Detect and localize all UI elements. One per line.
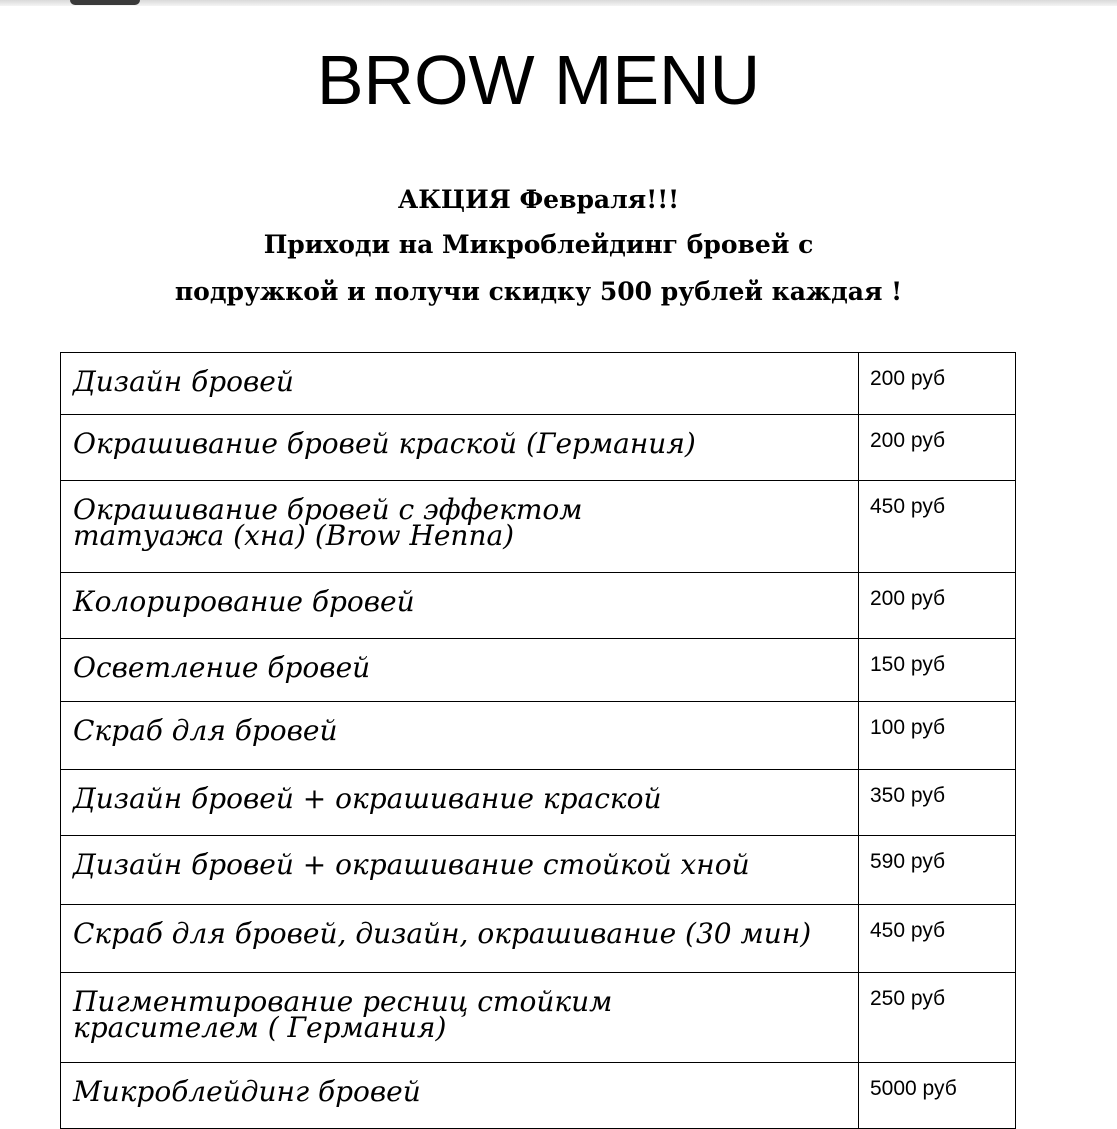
service-price: 590 руб	[859, 836, 1016, 905]
service-name: Осветление бровей	[61, 639, 859, 702]
page-title: BROW MENU	[316, 41, 761, 119]
service-price: 5000 руб	[859, 1063, 1016, 1129]
table-row	[61, 639, 1016, 702]
service-price: 350 руб	[859, 770, 1016, 836]
promo-line-2: Приходи на Микроблейдинг бровей с	[263, 230, 814, 259]
service-price: 450 руб	[859, 905, 1016, 973]
table-row	[61, 481, 1016, 573]
service-name: Окрашивание бровей краской (Германия)	[61, 415, 859, 481]
table-row	[61, 973, 1016, 1063]
table-row	[61, 573, 1016, 639]
page-top-edge	[0, 0, 1117, 6]
table-row	[61, 836, 1016, 905]
service-name: Окрашивание бровей с эффектом татуажа (хна) (Brow Henna)	[61, 481, 859, 573]
table-row	[61, 1063, 1016, 1129]
service-name: Скраб для бровей	[61, 702, 859, 770]
promo-line-3: подружкой и получи скидку 500 рублей каждая !	[174, 277, 903, 306]
service-price: 200 руб	[859, 573, 1016, 639]
service-price: 250 руб	[859, 973, 1016, 1063]
table-row	[61, 770, 1016, 836]
service-name: Дизайн бровей + окрашивание стойкой хной	[61, 836, 859, 905]
price-table	[60, 352, 1016, 1129]
service-price: 100 руб	[859, 702, 1016, 770]
promo-line-1: АКЦИЯ Февраля!!!	[397, 185, 680, 214]
service-price: 450 руб	[859, 481, 1016, 573]
service-name: Скраб для бровей, дизайн, окрашивание (30 мин)	[61, 905, 859, 973]
table-row	[61, 415, 1016, 481]
service-name: Микроблейдинг бровей	[61, 1063, 859, 1129]
service-name: Дизайн бровей + окрашивание краской	[61, 770, 859, 836]
table-row	[61, 905, 1016, 973]
service-name: Дизайн бровей	[61, 353, 859, 415]
service-price: 200 руб	[859, 353, 1016, 415]
service-price: 150 руб	[859, 639, 1016, 702]
service-price: 200 руб	[859, 415, 1016, 481]
table-row	[61, 353, 1016, 415]
service-name: Пигментирование ресниц стойким красителем ( Германия)	[61, 973, 859, 1063]
page-top-shadow	[70, 0, 140, 5]
service-name: Колорирование бровей	[61, 573, 859, 639]
table-row	[61, 702, 1016, 770]
